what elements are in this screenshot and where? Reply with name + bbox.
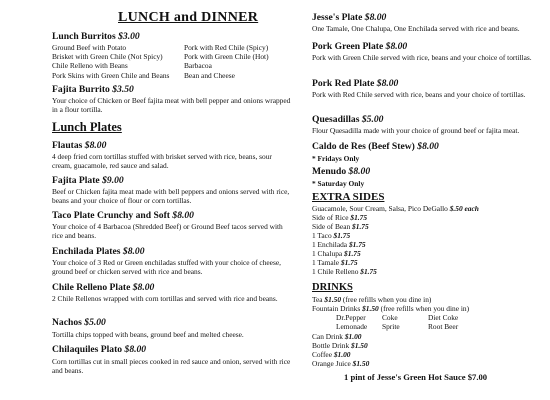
flautas-desc: 4 deep fried corn tortillas stuffed with brisket served with rice, beans, sour cream, guacamole, red sauce and salad.: [52, 152, 272, 171]
drink-price: $1.00: [344, 332, 362, 341]
list-row: [52, 43, 269, 52]
item-name: Fajita Plate: [52, 175, 100, 186]
drink-note: (free refills when you dine in): [380, 304, 470, 313]
side-price: $1.75: [333, 231, 351, 240]
drink-label: Coffee: [312, 350, 332, 359]
side-label: 1 Chalupa: [312, 249, 343, 258]
nachos-title: [52, 317, 106, 328]
fountain-option: Coke: [382, 313, 398, 322]
item-name: Chile Relleno Plate: [52, 282, 131, 293]
side-price: $1.75: [348, 240, 366, 249]
drink-label: Fountain Drinks: [312, 304, 361, 313]
side-label: Side of Rice: [312, 213, 349, 222]
drinks-title: DRINKS: [312, 282, 353, 293]
enchilada-plates-desc: Your choice of 3 Red or Green enchiladas stuffed with your choice of cheese, ground beef or chicken served with rice and beans.: [52, 258, 281, 277]
chilaquiles-desc: Corn tortillas cut in small pieces cooked in red sauce and onion, served with rice and beans.: [52, 357, 291, 376]
list-item: Pork with Red Chile (Spicy): [184, 43, 269, 52]
taco-plate-desc: Your choice of 4 Barbacoa (Shredded Beef) or Ground Beef tacos served with rice and beans.: [52, 222, 283, 241]
item-name: Pork Green Plate: [312, 41, 384, 52]
side-label: Side of Bean: [312, 222, 351, 231]
fajita-burrito-desc: Your choice of Chicken or Beef fajita meat with bell pepper and onions wrapped in a flour tortilla.: [52, 96, 291, 115]
tea-line: [312, 295, 431, 304]
extra-sides-intro: [312, 204, 479, 213]
item-price: $5.00: [84, 317, 106, 328]
fountain-option: Diet Coke: [428, 313, 459, 322]
lunch-burritos-title: [52, 31, 140, 42]
menudo-title: [312, 166, 370, 177]
fountain-row: [336, 322, 474, 331]
item-price: $3.50: [112, 84, 134, 95]
side-item: [312, 267, 377, 276]
item-price: $9.00: [102, 175, 124, 186]
side-price: $1.75: [350, 213, 368, 222]
item-name: Flautas: [52, 140, 83, 151]
item-price: $8.00: [124, 344, 147, 355]
side-price: $1.75: [352, 222, 369, 231]
menu-title: LUNCH and DINNER: [118, 10, 259, 25]
pork-green-plate-title: [312, 41, 407, 52]
drink-item: [312, 332, 362, 341]
side-label: 1 Enchilada: [312, 240, 348, 249]
quesadillas-title: [312, 114, 383, 125]
list-item: Ground Beef with Potato: [52, 43, 127, 52]
fajita-burrito-title: [52, 84, 134, 95]
nachos-desc: Tortilla chips topped with beans, ground beef and melted cheese.: [52, 330, 244, 339]
fountain-option: Lemonade: [336, 322, 368, 332]
item-name: Taco Plate Crunchy and Soft: [52, 210, 170, 221]
jesses-plate-desc: One Tamale, One Chalupa, One Enchilada served with rice and beans.: [312, 24, 520, 33]
item-name: Pork Red Plate: [312, 78, 375, 89]
chile-relleno-plate-title: [52, 282, 154, 293]
side-item: [312, 258, 358, 267]
drink-item: [312, 359, 369, 368]
item-price: $8.00: [348, 166, 371, 177]
lunch-plates-title: Lunch Plates: [52, 120, 122, 134]
drink-price: $1.50: [324, 295, 342, 304]
drink-label: Orange Juice: [312, 359, 351, 368]
list-item: Barbacoa: [184, 61, 212, 71]
item-price: $8.00: [376, 78, 399, 89]
fajita-plate-desc: Beef or Chicken fajita meat made with bell peppers and onions served with rice, beans and your choice of flour or corn tortillas.: [52, 187, 290, 206]
fountain-option: Sprite: [382, 322, 400, 332]
fountain-line: [312, 304, 469, 313]
drink-note: (free refills when you dine in): [342, 295, 432, 304]
drink-price: $1.50: [362, 304, 379, 313]
flautas-title: [52, 140, 106, 151]
fountain-option: Root Beer: [428, 322, 459, 332]
side-label: 1 Chile Relleno: [312, 267, 359, 276]
drink-label: Tea: [312, 295, 323, 304]
drink-price: $1.50: [351, 341, 368, 350]
side-item: [312, 213, 367, 222]
list-item: Bean and Cheese: [184, 70, 235, 80]
drink-label: Can Drink: [312, 332, 343, 341]
side-price: $1.75: [360, 267, 377, 276]
intro-text: Guacamole, Sour Cream, Salsa, Pico DeGallo: [312, 204, 448, 213]
fountain-options: [336, 313, 474, 331]
quesadillas-desc: Flour Quesadilla made with your choice of ground beef or fajita meat.: [312, 126, 520, 135]
list-row: [52, 61, 269, 70]
caldo-note: * Fridays Only: [312, 154, 360, 163]
side-item: [312, 231, 350, 240]
drink-item: [312, 341, 368, 350]
item-name: Lunch Burritos: [52, 31, 116, 42]
item-price: $5.00: [361, 114, 384, 125]
item-price: $8.00: [84, 140, 107, 151]
caldo-title: [312, 141, 439, 152]
pork-red-plate-desc: Pork with Red Chile served with rice, beans and your choice of tortillas.: [312, 90, 526, 99]
extra-sides-title: EXTRA SIDES: [312, 191, 385, 203]
drink-price: $1.50: [352, 359, 370, 368]
list-item: Chile Relleno with Beans: [52, 61, 128, 71]
taco-plate-title: [52, 210, 194, 221]
item-price: $8.00: [385, 41, 408, 52]
side-price: $1.75: [340, 258, 358, 267]
item-name: Fajita Burrito: [52, 84, 110, 95]
list-item: Pork with Green Chile (Hot): [184, 52, 269, 62]
lunch-burritos-list: [52, 43, 269, 80]
side-item: [312, 240, 366, 249]
item-price: $3.00: [118, 31, 140, 42]
item-name: Jesse's Plate: [312, 12, 363, 23]
item-price: $8.00: [417, 141, 439, 152]
hot-sauce-line: 1 pint of Jesse's Green Hot Sauce $7.00: [344, 372, 488, 382]
item-price: $8.00: [122, 246, 145, 257]
fajita-plate-title: [52, 175, 124, 186]
chilaquiles-title: [52, 344, 146, 355]
menudo-note: * Saturday Only: [312, 179, 365, 188]
pork-red-plate-title: [312, 78, 398, 89]
enchilada-plates-title: [52, 246, 145, 257]
side-label: 1 Tamale: [312, 258, 340, 267]
item-price: $8.00: [364, 12, 387, 23]
item-name: Quesadillas: [312, 114, 360, 125]
item-name: Enchilada Plates: [52, 246, 121, 257]
item-name: Menudo: [312, 166, 347, 177]
item-name: Caldo de Res (Beef Stew): [312, 141, 415, 152]
intro-price: $.50 each: [449, 204, 479, 213]
item-price: $8.00: [132, 282, 155, 293]
list-item: Brisket with Green Chile (Not Spicy): [52, 52, 163, 62]
drink-price: $1.00: [333, 350, 351, 359]
item-name: Chilaquiles Plato: [52, 344, 123, 355]
drink-label: Bottle Drink: [312, 341, 350, 350]
side-item: [312, 222, 369, 231]
pork-green-plate-desc: Pork with Green Chile served with rice, beans and your choice of tortillas.: [312, 53, 532, 62]
list-row: [52, 52, 269, 61]
item-price: $8.00: [172, 210, 194, 221]
list-row: [52, 71, 269, 80]
side-price: $1.75: [344, 249, 361, 258]
side-item: [312, 249, 361, 258]
side-label: 1 Taco: [312, 231, 332, 240]
chile-relleno-plate-desc: 2 Chile Rellenos wrapped with corn tortillas and served with rice and beans.: [52, 294, 278, 303]
fountain-option: Dr.Pepper: [336, 313, 366, 322]
item-name: Nachos: [52, 317, 82, 328]
jesses-plate-title: [312, 12, 386, 23]
list-item: Pork Skins with Green Chile and Beans: [52, 70, 170, 80]
drink-item: [312, 350, 350, 359]
fountain-row: [336, 313, 474, 322]
